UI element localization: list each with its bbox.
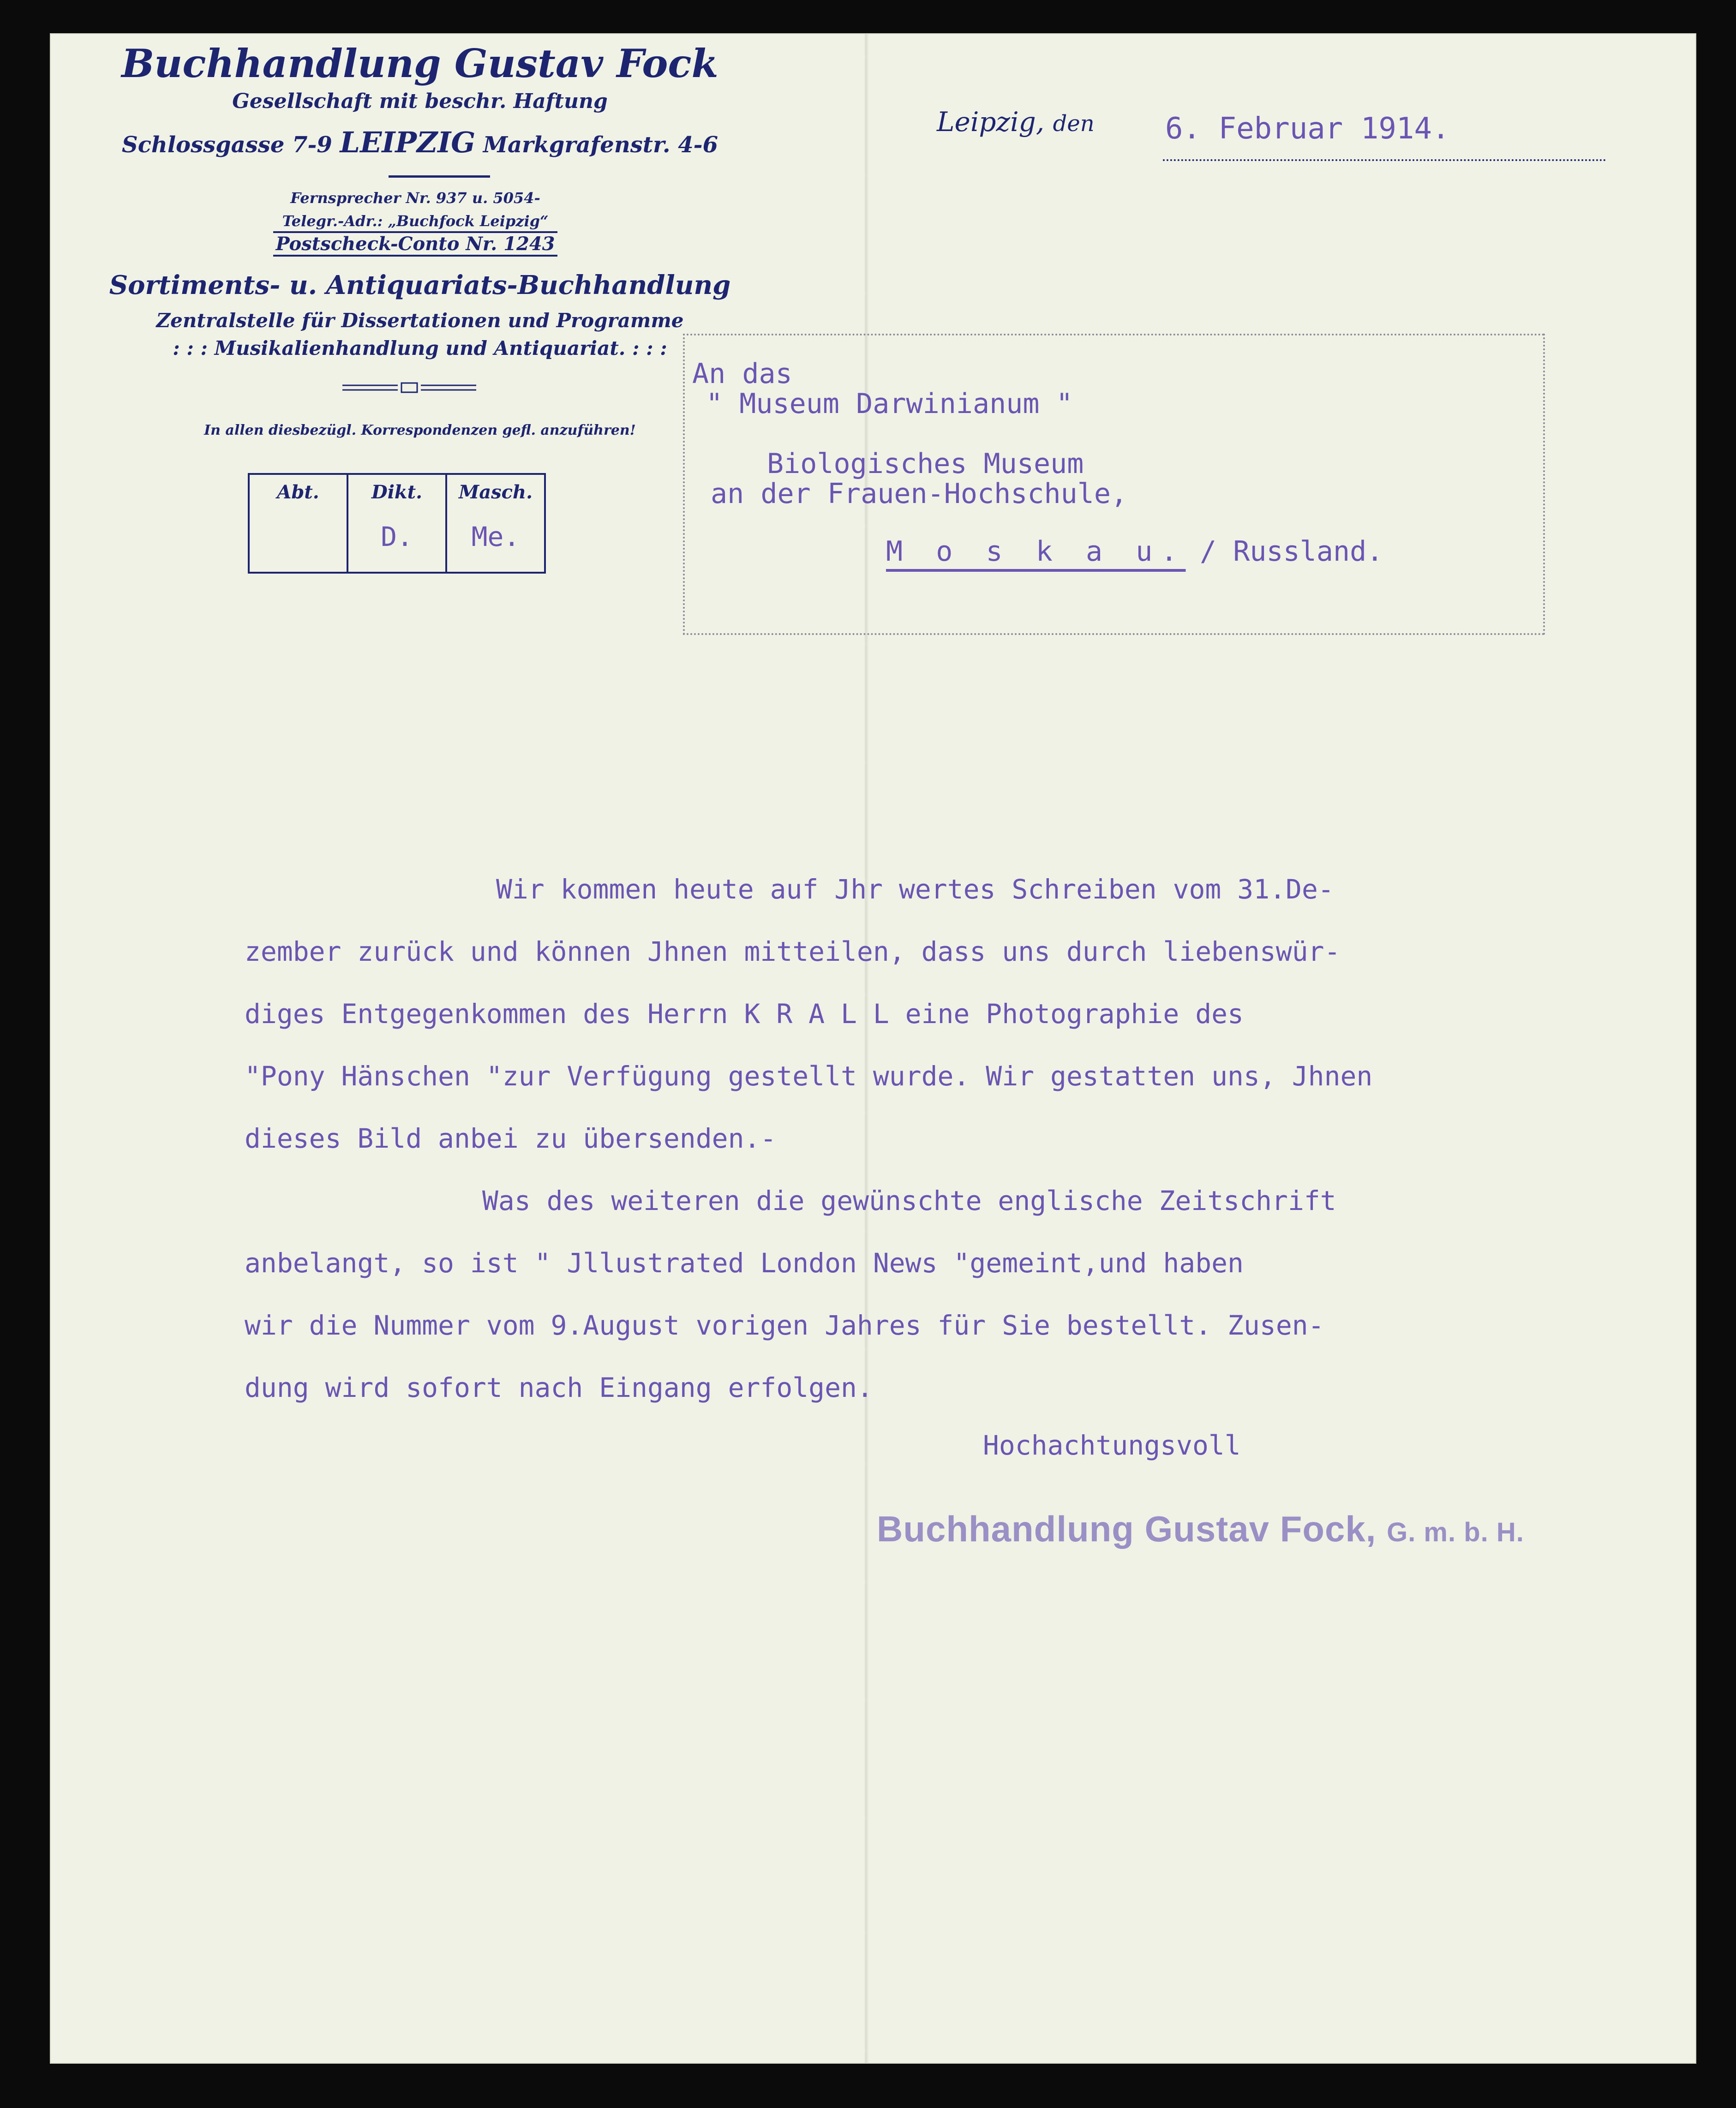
body-line: diges Entgegenkommen des Herrn K R A L L eine Photographie des [245, 998, 1244, 1030]
reference-cell-abt [249, 474, 347, 573]
reference-header: Masch. [458, 481, 533, 503]
services-line-2: : : : Musikalienhandlung und Antiquariat. : : : [173, 337, 667, 359]
ornament-divider [342, 381, 476, 395]
postcheck-line [138, 233, 692, 255]
address-left: Schlossgasse 7-9 [122, 132, 332, 158]
dateline-dotted-rule [1163, 159, 1606, 161]
recipient-line: an der Frauen-Hochschule, [711, 478, 1128, 510]
place-text: Leipzig, [937, 106, 1045, 138]
reference-table [248, 473, 546, 574]
stamp-name: Buchhandlung Gustav Fock, [877, 1509, 1377, 1549]
body-line: zember zurück und können Jhnen mitteilen, dass uns durch liebenswür- [245, 936, 1341, 967]
firm-address [97, 126, 743, 159]
recipient-line: An das [692, 358, 792, 390]
reference-header: Dikt. [371, 481, 422, 503]
closing-salutation: Hochachtungsvoll [983, 1430, 1241, 1461]
trade-line: Sortiments- u. Antiquariats-Buchhandlung [109, 270, 731, 300]
signature-stamp [877, 1508, 1524, 1550]
address-right: Markgrafenstr. 4-6 [483, 132, 718, 158]
body-line: dieses Bild anbei zu übersenden.- [245, 1123, 777, 1154]
city-name: LEIPZIG [340, 126, 476, 159]
legal-form: Gesellschaft mit beschr. Haftung [232, 90, 608, 113]
den-text: den [1053, 111, 1095, 137]
reference-value: Me. [471, 521, 520, 552]
stamp-suffix: G. m. b. H. [1387, 1517, 1524, 1547]
body-line: "Pony Hänschen "zur Verfügung gestellt wurde. Wir gestatten uns, Jhnen [245, 1060, 1373, 1092]
postcheck-text: Postscheck-Conto Nr. 1243 [273, 231, 558, 257]
services-line-1: Zentralstelle für Dissertationen und Programme [156, 309, 684, 332]
telegram-line: Telegr.-Adr.: „Buchfock Leipzig“ [282, 212, 549, 230]
reference-cell-dikt [347, 474, 446, 573]
recipient-line: " Museum Darwinianum " [706, 388, 1073, 420]
dateline-date: 6. Februar 1914. [1165, 112, 1450, 146]
body-line: wir die Nummer vom 9.August vorigen Jahres für Sie bestellt. Zusen- [245, 1310, 1324, 1341]
recipient-city: M o s k a u. [886, 535, 1186, 568]
body-line: anbelangt, so ist " Jllustrated London News "gemeint,und haben [245, 1247, 1244, 1279]
phone-line: Fernsprecher Nr. 937 u. 5054- [290, 189, 540, 207]
letterhead-rule [389, 175, 490, 178]
reference-note: In allen diesbezügl. Korrespondenzen gefl. anzuführen! [204, 422, 636, 438]
firm-name: Buchhandlung Gustav Fock [121, 41, 718, 86]
body-line: Wir kommen heute auf Jhr wertes Schreiben vom 31.De- [496, 874, 1334, 905]
reference-header: Abt. [277, 481, 319, 503]
body-line: dung wird sofort nach Eingang erfolgen. [245, 1372, 873, 1403]
dateline-place [937, 106, 1095, 138]
body-line: Was des weiteren die gewünschte englische Zeitschrift [482, 1185, 1336, 1216]
recipient-country: / Russland. [1200, 535, 1383, 568]
recipient-line: Biologisches Museum [767, 448, 1084, 480]
reference-cell-masch [446, 474, 545, 573]
reference-value: D. [381, 521, 413, 552]
